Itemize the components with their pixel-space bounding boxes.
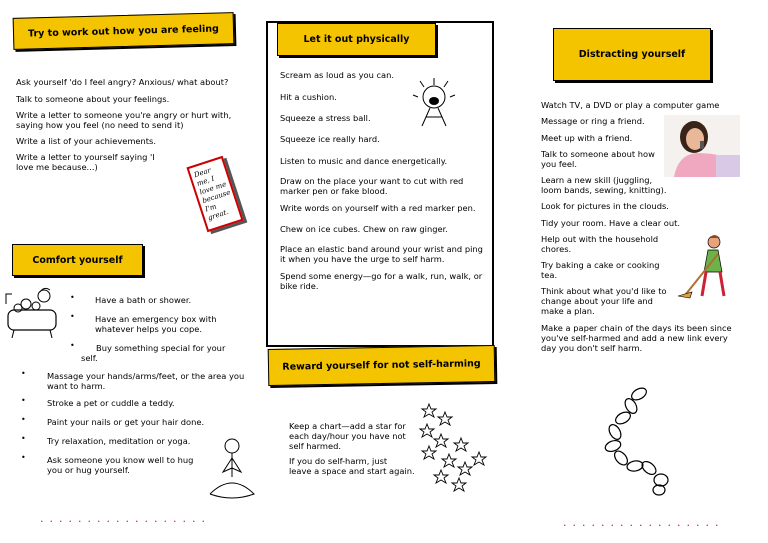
distract-item: Watch TV, a DVD or play a computer game [541,100,720,110]
physical-item: Chew on ice cubes. Chew on raw ginger. [280,224,448,234]
header-feelings: Try to work out how you are feeling [13,12,235,50]
distract-item: Meet up with a friend. [541,133,633,143]
feelings-item: Write a list of your achievements. [16,136,157,146]
comfort-item: Massage your hands/arms/feet, or the area you want to harm. [47,371,245,391]
bullet: • [21,434,26,443]
dear-me-note: Dear me, I love me because I'm great. [186,156,243,232]
header-distract: Distracting yourself [553,28,711,81]
physical-item: Draw on the place your want to cut with red marker pen or fake blood. [280,176,464,196]
bullet: • [21,415,26,424]
reward-item: Keep a chart—add a star for each day/hour you have not self harmed. [289,421,406,451]
feelings-item: Ask yourself 'do I feel angry? Anxious/ what about? [16,77,229,87]
distract-item: Talk to someone about how you feel. [541,149,655,169]
bullet: • [21,369,26,378]
header-physical: Let it out physically [277,23,436,56]
comfort-item: Have a bath or shower. [95,295,192,305]
bath-illustration [4,284,62,344]
feelings-item: Write a letter to yourself saying 'I love me because...) [16,152,155,172]
physical-item: Write words on yourself with a red marker pen. [280,203,476,213]
comfort-item: Have an emergency box with whatever helps you cope. [95,314,217,334]
physical-item: Hit a cushion. [280,92,337,102]
sweeping-woman-illustration [676,232,734,304]
stars-illustration [419,402,493,494]
comfort-item: Try relaxation, meditation or yoga. [47,436,191,446]
meditation-illustration [206,436,258,504]
physical-item: Squeeze ice really hard. [280,134,380,144]
bullet: • [21,396,26,405]
distract-item: Look for pictures in the clouds. [541,201,669,211]
physical-item: Scream as loud as you can. [280,70,395,80]
distract-item: Try baking a cake or cooking tea. [541,260,660,280]
red-dotted-line: ................. [563,516,725,529]
header-comfort: Comfort yourself [12,244,143,276]
header-reward: Reward yourself for not self-harming [268,345,496,386]
comfort-item: Ask someone you know well to hug you or hug yourself. [47,455,194,475]
physical-item: Listen to music and dance energetically. [280,156,448,166]
screaming-cartoon [412,77,456,129]
distract-item: Message or ring a friend. [541,116,645,126]
bullet: • [70,293,75,302]
distract-item: Think about what you'd like to change about your life and make a plan. [541,286,667,316]
bullet: • [21,453,26,462]
paper-chain-illustration [595,384,671,498]
reward-item: If you do self-harm, just leave a space and start again. [289,456,415,476]
physical-item: Spend some energy—go for a walk, run, walk, or bike ride. [280,271,483,291]
physical-item: Place an elastic band around your wrist and ping it when you have the urge to self harm. [280,244,483,264]
distract-item: Make a paper chain of the days its been since you've self-harmed and add a new link every day you don't self harm. [541,323,732,353]
red-dotted-line: .................. [40,512,211,525]
feelings-item: Talk to someone about your feelings. [16,94,170,104]
physical-item: Squeeze a stress ball. [280,113,371,123]
feelings-item: Write a letter to someone you're angry or hurt with, saying how you feel (no need to send it) [16,110,232,130]
bullet: • [70,341,75,350]
bullet: • [70,312,75,321]
distract-item: Help out with the household chores. [541,234,659,254]
comfort-item: Buy something special for your self. [81,343,226,363]
comfort-item: Stroke a pet or cuddle a teddy. [47,398,175,408]
distract-item: Tidy your room. Have a clear out. [541,218,680,228]
phone-girl-photo [664,115,740,177]
comfort-item: Paint your nails or get your hair done. [47,417,205,427]
distract-item: Learn a new skill (juggling, loom bands, sewing, knitting). [541,175,667,195]
